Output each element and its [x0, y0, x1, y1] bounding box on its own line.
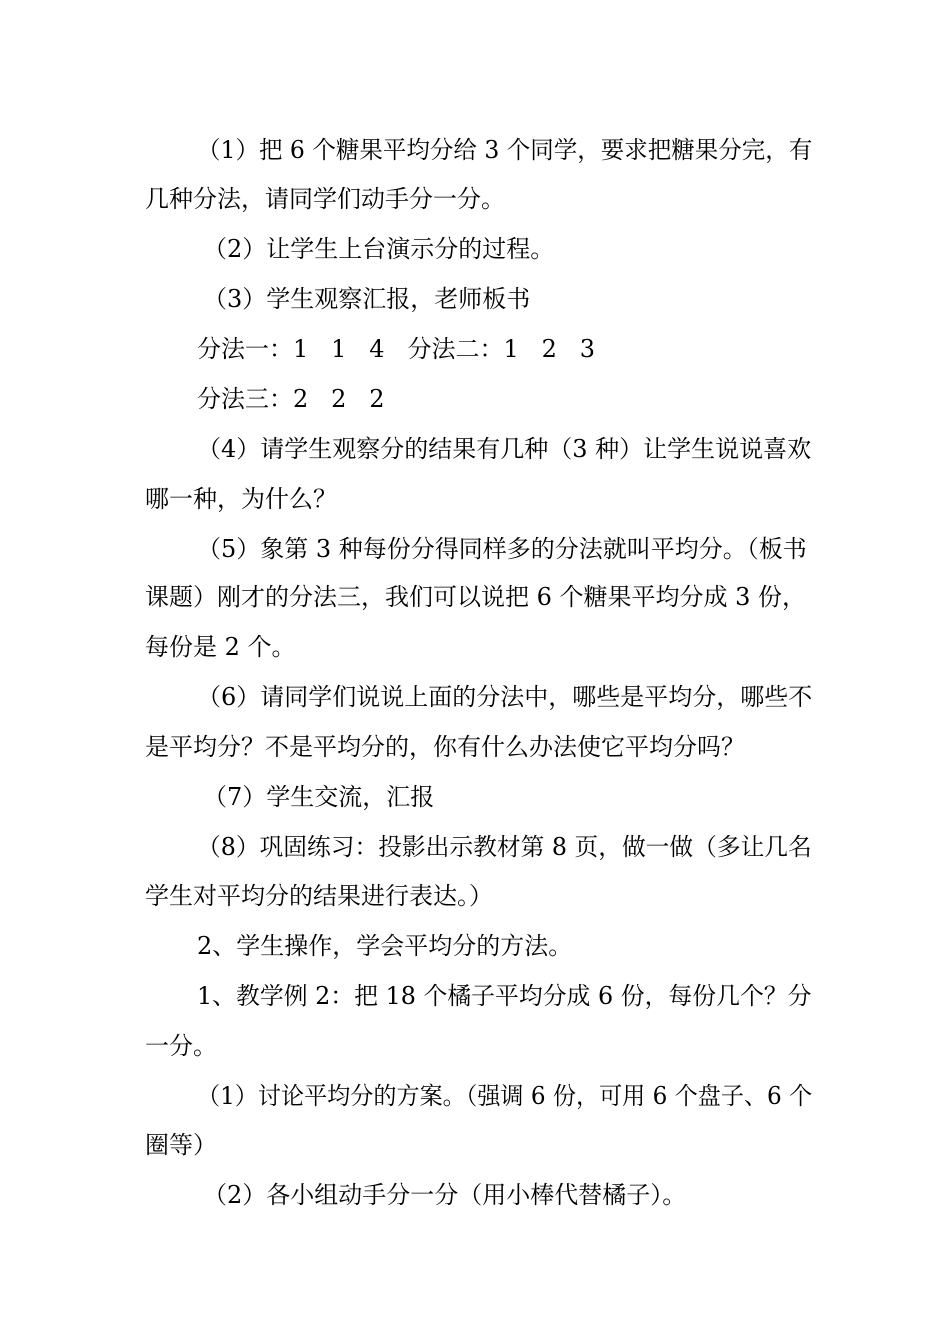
- paragraph-line: 哪一种，为什么？: [145, 485, 337, 513]
- paragraph-line: 课题）刚才的分法三，我们可以说把 6 个糖果平均分成 3 份，: [145, 583, 807, 611]
- paragraph-line: （5）象第 3 种每份分得同样多的分法就叫平均分。（板书: [197, 535, 807, 563]
- paragraph-line: （1）把 6 个糖果平均分给 3 个同学，要求把糖果分完，有: [197, 136, 813, 164]
- paragraph-line: 分法一：1 1 4 分法二：1 2 3: [197, 335, 596, 363]
- paragraph-line: （2）让学生上台演示分的过程。: [203, 235, 555, 263]
- paragraph-line: 2、学生操作，学会平均分的方法。: [197, 932, 573, 960]
- paragraph-line: 几种分法，请同学们动手分一分。: [145, 185, 505, 213]
- paragraph-line: 一分。: [145, 1032, 217, 1060]
- paragraph-line: 是平均分？不是平均分的，你有什么办法使它平均分吗？: [145, 733, 745, 761]
- paragraph-line: 学生对平均分的结果进行表达。）: [145, 882, 493, 910]
- paragraph-line: （4）请学生观察分的结果有几种（3 种）让学生说说喜欢: [197, 435, 812, 463]
- paragraph-line: （1）讨论平均分的方案。（强调 6 份，可用 6 个盘子、6 个: [197, 1082, 813, 1110]
- paragraph-line: （3）学生观察汇报，老师板书: [203, 285, 531, 313]
- paragraph-line: （8）巩固练习：投影出示教材第 8 页，做一做（多让几名: [197, 833, 812, 861]
- paragraph-line: 1、教学例 2：把 18 个橘子平均分成 6 份，每份几个？分: [197, 982, 812, 1010]
- paragraph-line: （7）学生交流，汇报: [203, 783, 435, 811]
- paragraph-line: 每份是 2 个。: [145, 633, 296, 661]
- paragraph-line: （6）请同学们说说上面的分法中，哪些是平均分，哪些不: [197, 683, 813, 711]
- paragraph-line: （2）各小组动手分一分（用小棒代替橘子）。: [203, 1181, 687, 1209]
- paragraph-line: 圈等）: [145, 1131, 217, 1159]
- paragraph-line: 分法三：2 2 2: [197, 385, 385, 413]
